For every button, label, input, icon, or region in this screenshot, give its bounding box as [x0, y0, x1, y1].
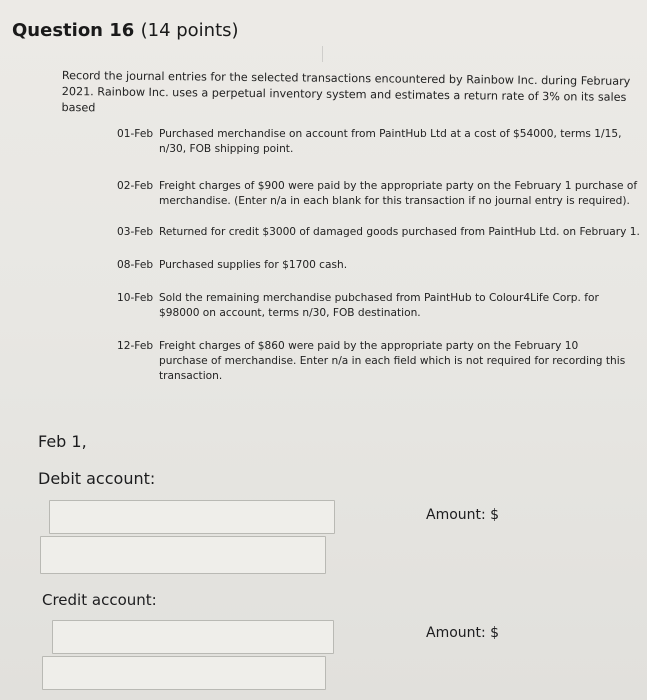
debit-account-label: Debit account:	[38, 469, 156, 488]
transaction-description: Returned for credit $3000 of damaged goods purchased from PaintHub Ltd. on February 1.	[159, 226, 640, 238]
debit-account-input-2[interactable]	[40, 536, 326, 574]
transaction-row	[117, 258, 629, 273]
entry-date-label: Feb 1,	[38, 432, 87, 451]
transaction-row	[117, 225, 647, 240]
credit-account-input-1[interactable]	[52, 620, 334, 654]
transaction-date: 12-Feb	[117, 340, 154, 352]
debit-amount-label: Amount: $	[426, 507, 500, 523]
credit-account-label: Credit account:	[42, 591, 157, 609]
debit-account-input-1[interactable]	[49, 500, 335, 534]
question-title	[12, 20, 239, 41]
transaction-description: Sold the remaining merchandise pubchased from PaintHub to Colour4Life Corp. for $98000 on account, terms n/30, FOB destination.	[159, 292, 599, 319]
transaction-date: 02-Feb	[117, 180, 154, 192]
transaction-row	[117, 127, 629, 157]
transaction-row	[117, 291, 611, 321]
page-crease	[322, 46, 323, 62]
credit-account-input-2[interactable]	[42, 656, 326, 690]
intro-paragraph: Record the journal entries for the selected transactions encountered by Rainbow Inc. during February 2021. Rainbow Inc. uses a perpetual inventory system and estimates a return rate of 3% on its sales based	[61, 68, 631, 115]
transaction-date: 10-Feb	[117, 292, 154, 304]
transaction-date: 01-Feb	[117, 128, 154, 140]
transaction-description: Freight charges of $900 were paid by the appropriate party on the February 1 purchase of merchandise. (Enter n/a in each blank for this transaction if no journal entry is required).	[159, 180, 638, 207]
transaction-date: 03-Feb	[117, 226, 154, 238]
transaction-description: Freight charges of $860 were paid by the appropriate party on the February 10 purchase of merchandise. Enter n/a in each field which is not required for recording this transaction.	[159, 340, 626, 382]
question-number: Question 16	[12, 20, 135, 41]
transaction-description: Purchased merchandise on account from PaintHub Ltd at a cost of $54000, terms 1/15, n/30, FOB shipping point.	[159, 128, 622, 155]
transaction-row	[117, 179, 641, 209]
transaction-date: 08-Feb	[117, 259, 154, 271]
question-points: (14 points)	[140, 20, 239, 41]
transaction-row	[117, 339, 629, 384]
credit-amount-label: Amount: $	[426, 625, 500, 641]
transaction-description: Purchased supplies for $1700 cash.	[159, 259, 348, 271]
